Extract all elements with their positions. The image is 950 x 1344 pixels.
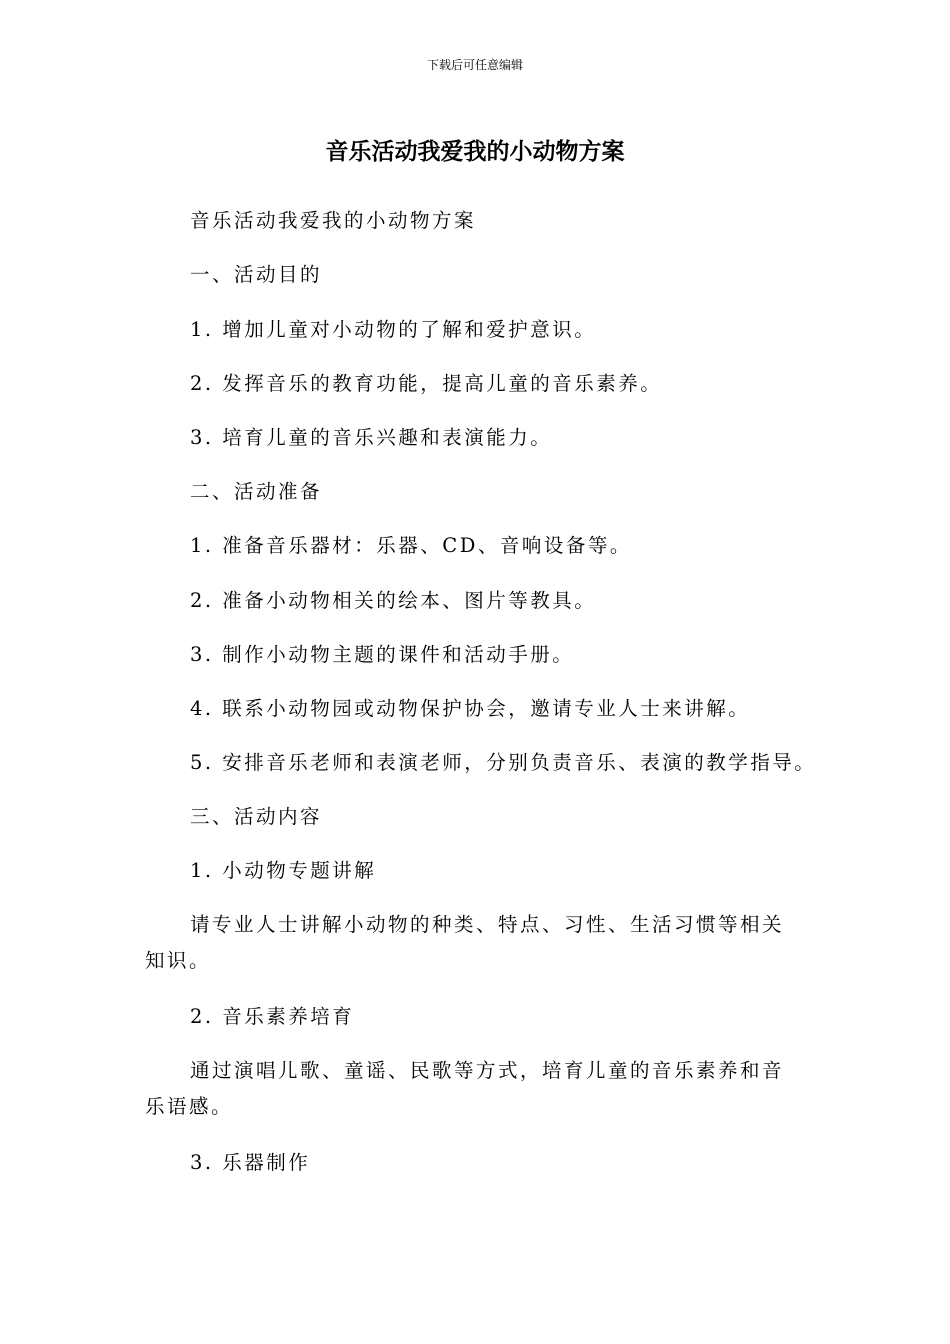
section-heading-content: 三、活动内容 bbox=[190, 805, 323, 828]
subsection-heading: 3. 乐器制作 bbox=[190, 1151, 311, 1174]
list-item: 5. 安排音乐老师和表演老师，分别负责音乐、表演的教学指导。 bbox=[190, 751, 817, 774]
subsection-heading: 2. 音乐素养培育 bbox=[190, 1005, 355, 1028]
subsection-heading: 1. 小动物专题讲解 bbox=[190, 859, 377, 882]
body-paragraph: 请专业人士讲解小动物的种类、特点、习性、生活习惯等相关知识。 bbox=[145, 913, 785, 972]
paragraph-subtitle: 音乐活动我爱我的小动物方案 bbox=[190, 209, 477, 232]
document-title: 音乐活动我爱我的小动物方案 bbox=[325, 139, 625, 165]
list-item: 1. 准备音乐器材：乐器、CD、音响设备等。 bbox=[190, 534, 632, 557]
list-item: 2. 准备小动物相关的绘本、图片等教具。 bbox=[190, 589, 597, 612]
list-item: 3. 制作小动物主题的课件和活动手册。 bbox=[190, 643, 575, 666]
list-item: 4. 联系小动物园或动物保护协会，邀请专业人士来讲解。 bbox=[190, 697, 751, 720]
header-note: 下载后可任意编辑 bbox=[426, 58, 523, 72]
list-item: 1. 增加儿童对小动物的了解和爱护意识。 bbox=[190, 318, 597, 341]
list-item: 2. 发挥音乐的教育功能，提高儿童的音乐素养。 bbox=[190, 372, 663, 395]
body-paragraph: 通过演唱儿歌、童谣、民歌等方式，培育儿童的音乐素养和音乐语感。 bbox=[145, 1059, 785, 1118]
section-heading-preparation: 二、活动准备 bbox=[190, 480, 323, 503]
list-item: 3. 培育儿童的音乐兴趣和表演能力。 bbox=[190, 426, 553, 449]
section-heading-goals: 一、活动目的 bbox=[190, 263, 323, 286]
